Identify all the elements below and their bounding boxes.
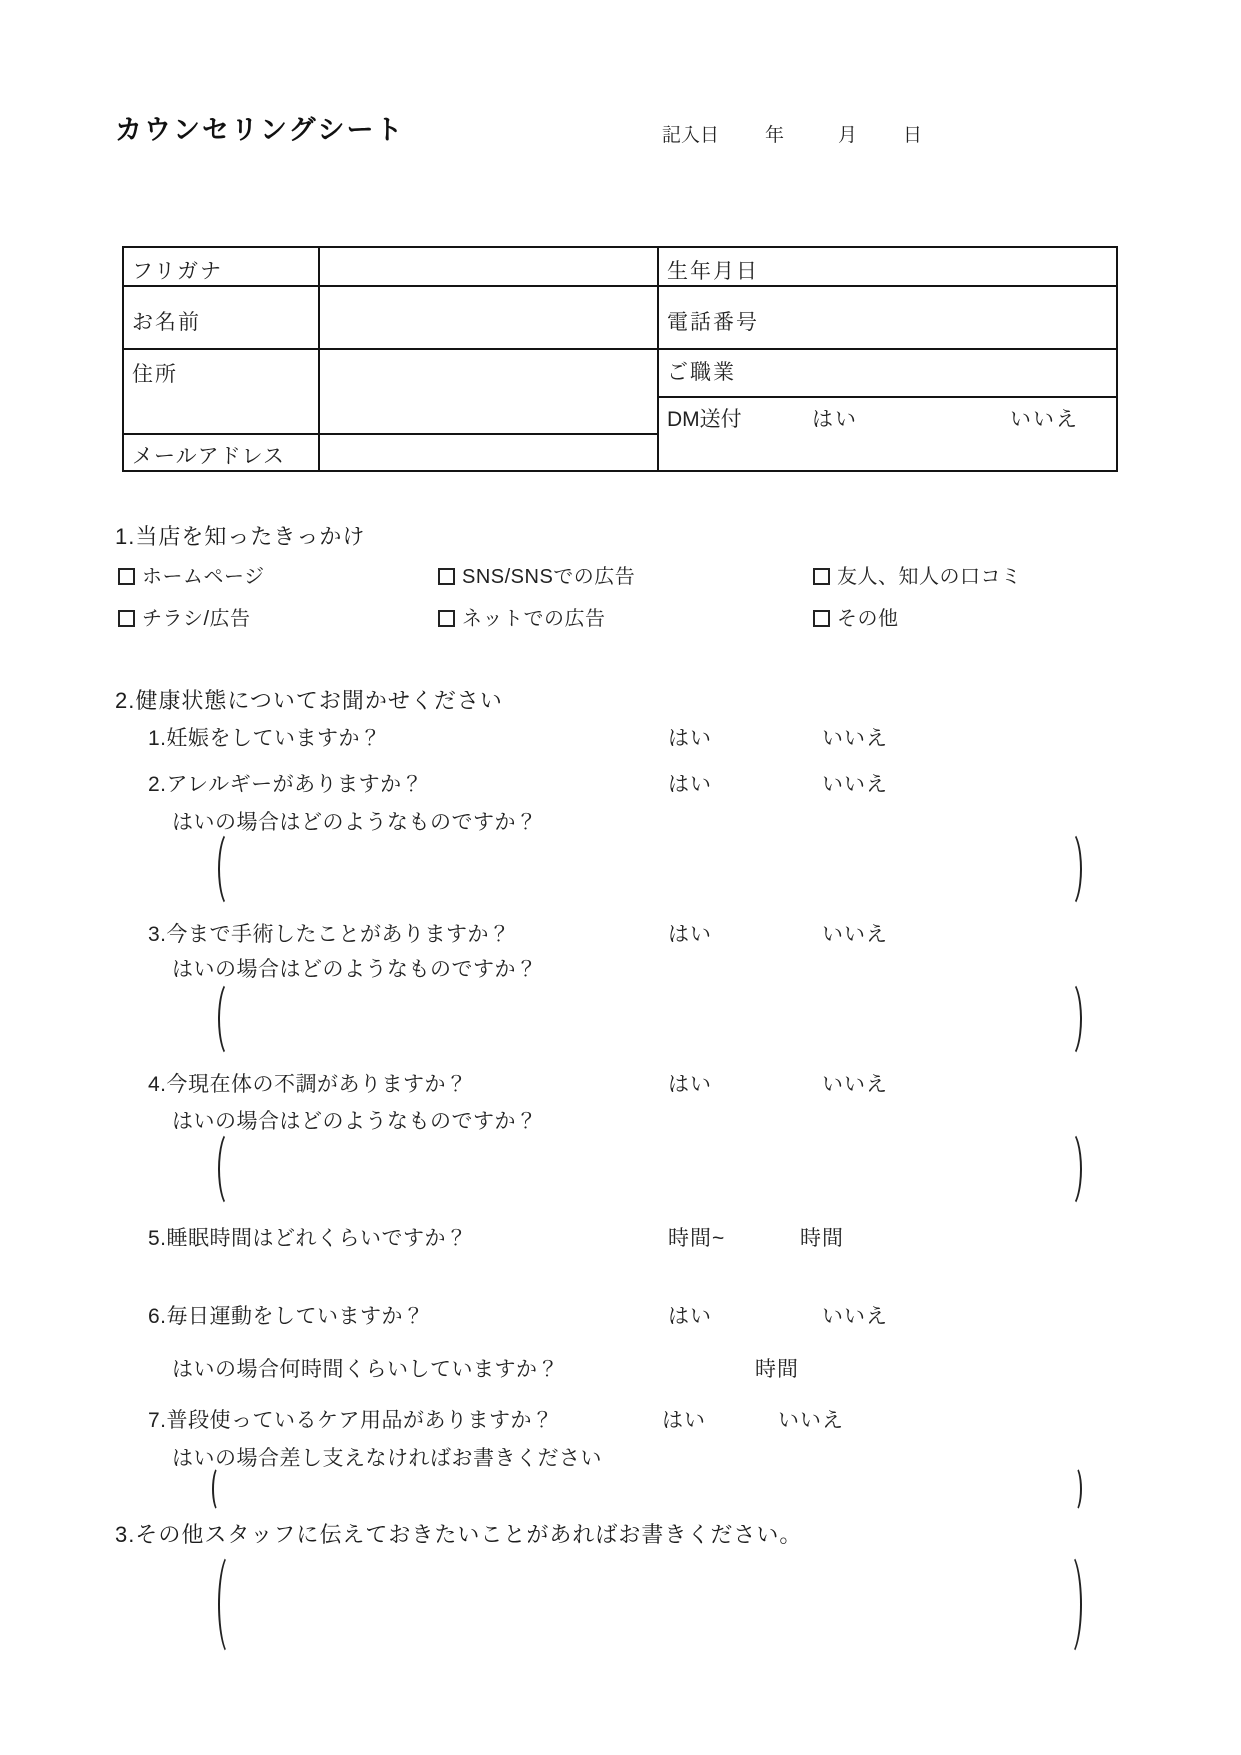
- question-3-followup: はいの場合はどのようなものですか？: [172, 958, 538, 981]
- option-label: ネットでの広告: [462, 608, 606, 630]
- answer-area-close-paren: [1068, 1466, 1082, 1512]
- table-line: [124, 433, 659, 435]
- question-6-no: いいえ: [822, 1305, 888, 1328]
- question-6-followup: はいの場合何時間くらいしていますか？: [172, 1358, 559, 1381]
- table-divider-vertical-2: [657, 248, 659, 470]
- dm-yes-label: はい: [812, 408, 858, 431]
- option-label: チラシ/広告: [142, 608, 251, 630]
- entry-date-month-label: 月: [838, 125, 858, 146]
- question-4-no: いいえ: [822, 1073, 888, 1096]
- dm-no-label: いいえ: [1010, 408, 1079, 431]
- question-3-no: いいえ: [822, 923, 888, 946]
- question-4-yes: はい: [668, 1073, 712, 1096]
- question-7-yes: はい: [662, 1409, 706, 1432]
- answer-area-close-paren: [1056, 1552, 1082, 1657]
- option-label: 友人、知人の口コミ: [837, 566, 1022, 588]
- question-6-yes: はい: [668, 1305, 712, 1328]
- table-divider-vertical-1: [318, 248, 320, 470]
- checkbox-icon: [438, 610, 455, 627]
- option-other: [813, 602, 899, 631]
- table-line: [124, 285, 659, 287]
- dm-label: DM送付: [667, 408, 742, 431]
- option-label: SNS/SNSでの広告: [462, 566, 636, 588]
- checkbox-icon: [813, 610, 830, 627]
- checkbox-icon: [813, 568, 830, 585]
- option-label: ホームページ: [142, 566, 265, 588]
- customer-info-table: [122, 246, 1118, 472]
- table-line: [659, 396, 1116, 398]
- option-flyer-ad: [118, 602, 251, 631]
- option-sns-ad: [438, 560, 635, 589]
- answer-area-close-paren: [1058, 980, 1082, 1058]
- address-label: 住所: [132, 363, 178, 386]
- phone-label: 電話番号: [667, 311, 759, 334]
- answer-area-open-paren: [218, 1130, 242, 1208]
- furigana-label: フリガナ: [132, 260, 223, 283]
- option-label: その他: [837, 608, 899, 630]
- question-5-hours-from: 時間~: [668, 1227, 726, 1250]
- question-5-hours-to: 時間: [800, 1227, 844, 1250]
- question-2-yes: はい: [668, 773, 712, 796]
- answer-area-open-paren: [218, 980, 242, 1058]
- option-internet-ad: [438, 602, 606, 631]
- question-7-no: いいえ: [778, 1409, 844, 1432]
- page-title: カウンセリングシート: [115, 115, 405, 145]
- email-label: メールアドレス: [132, 445, 285, 468]
- option-word-of-mouth: [813, 560, 1022, 589]
- answer-area-close-paren: [1058, 1130, 1082, 1208]
- checkbox-icon: [118, 610, 135, 627]
- birthdate-label: 生年月日: [667, 260, 759, 283]
- question-1-no: いいえ: [822, 727, 888, 750]
- question-4-followup: はいの場合はどのようなものですか？: [172, 1110, 538, 1133]
- table-line: [659, 348, 1116, 350]
- section1-heading: 1.当店を知ったきっかけ: [115, 524, 366, 549]
- answer-area-open-paren: [212, 1466, 226, 1512]
- question-6-text: 6.毎日運動をしていますか？: [148, 1305, 425, 1328]
- option-homepage: [118, 560, 265, 589]
- checkbox-icon: [118, 568, 135, 585]
- question-3-text: 3.今まで手術したことがありますか？: [148, 923, 511, 946]
- section3-heading: 3.その他スタッフに伝えておきたいことがあればお書きください。: [115, 1522, 803, 1547]
- question-5-text: 5.睡眠時間はどれくらいですか？: [148, 1227, 468, 1250]
- answer-area-open-paren: [218, 1552, 244, 1657]
- question-3-yes: はい: [668, 923, 712, 946]
- question-2-no: いいえ: [822, 773, 888, 796]
- entry-date-label: 記入日: [662, 125, 720, 146]
- answer-area-open-paren: [218, 830, 242, 908]
- name-label: お名前: [132, 311, 201, 334]
- question-4-text: 4.今現在体の不調がありますか？: [148, 1073, 468, 1096]
- entry-date-day-label: 日: [903, 125, 923, 146]
- question-2-text: 2.アレルギーがありますか？: [148, 773, 424, 796]
- occupation-label: ご職業: [667, 361, 736, 384]
- question-2-followup: はいの場合はどのようなものですか？: [172, 811, 538, 834]
- question-1-text: 1.妊娠をしていますか？: [148, 727, 382, 750]
- table-line: [659, 285, 1116, 287]
- question-7-text: 7.普段使っているケア用品がありますか？: [148, 1409, 554, 1432]
- question-1-yes: はい: [668, 727, 712, 750]
- answer-area-close-paren: [1058, 830, 1082, 908]
- table-line: [124, 348, 659, 350]
- question-6-followup-unit: 時間: [755, 1358, 799, 1381]
- section2-heading: 2.健康状態についてお聞かせください: [115, 688, 503, 713]
- entry-date-year-label: 年: [765, 125, 785, 146]
- question-7-followup: はいの場合差し支えなければお書きください: [172, 1447, 602, 1470]
- checkbox-icon: [438, 568, 455, 585]
